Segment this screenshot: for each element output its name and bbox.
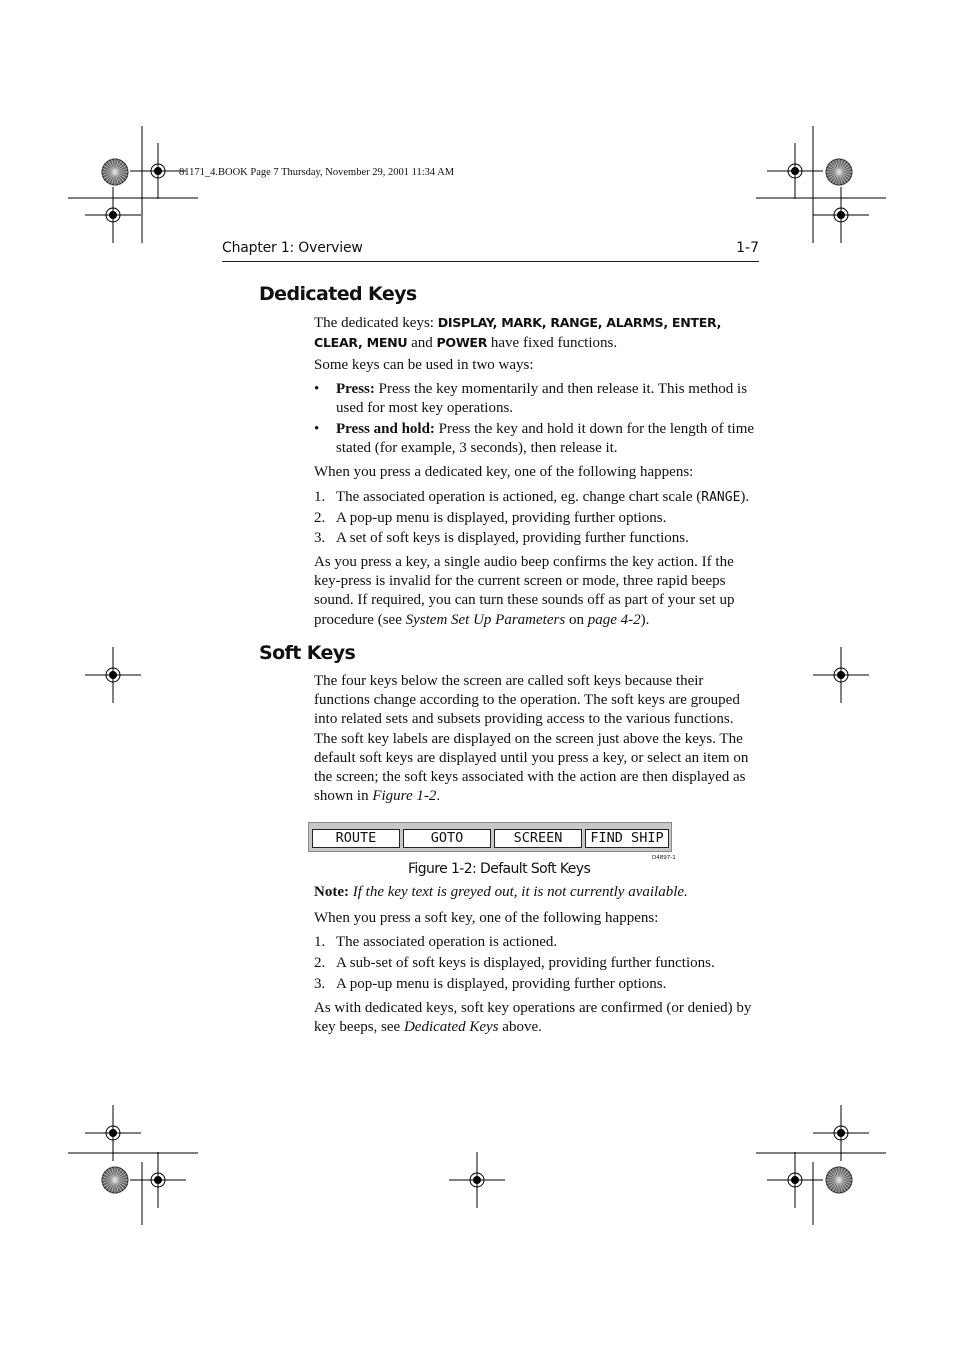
soft-key-route: ROUTE bbox=[312, 829, 400, 848]
step-marker: 1. bbox=[314, 489, 326, 505]
registration-target-dot bbox=[838, 1130, 845, 1137]
step-marker: 2. bbox=[314, 955, 326, 971]
bullet-text: Press the key momentarily and then release it. This method is used for most key operations. bbox=[336, 381, 748, 417]
chapter-title: Chapter 1: Overview bbox=[222, 240, 363, 256]
soft-desc-text: The four keys below the screen are called soft keys because their functions change according to the operation. The soft keys are grouped into related sets and subsets providing access to the various functions. The soft key labels are displayed on the screen just above the keys. The default soft keys are displayed until you press a key, or select an item on the screen; the soft keys associated with the action are then displayed as shown in bbox=[314, 673, 749, 805]
beep-ref: System Set Up Parameters bbox=[405, 611, 566, 628]
running-head bbox=[222, 239, 759, 262]
step-marker: 2. bbox=[314, 510, 326, 526]
beep-post: ). bbox=[640, 611, 650, 628]
registration-target-dot bbox=[110, 1130, 117, 1137]
closing-text: As with dedicated keys, soft key operations are confirmed (or denied) by key beeps, see bbox=[314, 1000, 752, 1036]
intro-and: and bbox=[407, 335, 437, 352]
beep-text: As you press a key, a single audio beep confirms the key action. If the key-press is invalid for the current screen or mode, three rapid beeps sound. If required, you can turn these sounds off as part of your set up procedure (see bbox=[314, 554, 735, 628]
figure-ref: Figure 1-2 bbox=[372, 788, 437, 805]
step-marker: 1. bbox=[314, 934, 326, 950]
registration-target-dot bbox=[155, 168, 162, 175]
page-number: 1-7 bbox=[736, 240, 759, 256]
closing-ref: Dedicated Keys bbox=[403, 1019, 499, 1036]
dedicated-step-2 bbox=[314, 509, 762, 529]
figure-id: D4897-1 bbox=[652, 855, 676, 861]
soft-key-goto: GOTO bbox=[403, 829, 491, 848]
soft-step-2 bbox=[314, 954, 762, 974]
bullet-press bbox=[314, 380, 762, 420]
step-marker: 3. bbox=[314, 976, 326, 992]
dedicated-intro bbox=[314, 313, 762, 353]
beep-page-ref: page 4-2 bbox=[587, 611, 641, 628]
registration-target-dot bbox=[792, 1177, 799, 1184]
registration-target-dot bbox=[155, 1177, 162, 1184]
step-text: A sub-set of soft keys is displayed, providing further functions. bbox=[336, 955, 715, 971]
soft-when-press: When you press a soft key, one of the following happens: bbox=[314, 910, 659, 926]
figure-caption: Figure 1-2: Default Soft Keys bbox=[408, 861, 591, 877]
step-text: The associated operation is actioned. bbox=[336, 934, 558, 950]
intro-keys-2: CLEAR, MENU bbox=[314, 335, 408, 351]
range-key: RANGE bbox=[701, 490, 741, 505]
soft-desc-post: . bbox=[436, 788, 441, 805]
closing-paragraph bbox=[314, 999, 762, 1037]
step-text: A pop-up menu is displayed, providing further options. bbox=[336, 510, 667, 526]
bullet-text: Press the key and hold it down for the length of time stated (for example, 3 seconds), then release it. bbox=[336, 421, 755, 457]
beep-paragraph bbox=[314, 553, 758, 630]
step-marker: 3. bbox=[314, 530, 326, 546]
intro-text: The dedicated keys: bbox=[314, 315, 438, 331]
soft-keys-heading: Soft Keys bbox=[259, 642, 356, 664]
bullet-press-and-hold bbox=[314, 420, 762, 460]
registration-target-dot bbox=[110, 672, 117, 679]
soft-key-screen: SCREEN bbox=[494, 829, 582, 848]
step-text: A pop-up menu is displayed, providing further options. bbox=[336, 976, 667, 992]
dedicated-step-3 bbox=[314, 529, 762, 549]
closing-post: above. bbox=[498, 1019, 542, 1036]
note-label: Note: bbox=[314, 884, 349, 900]
bullet-marker: • bbox=[314, 381, 320, 397]
registration-target-dot bbox=[474, 1177, 481, 1184]
intro-keys-1: DISPLAY, MARK, RANGE, ALARMS, ENTER, bbox=[437, 315, 722, 330]
soft-keys-description bbox=[314, 672, 758, 806]
step-text: The associated operation is actioned, eg. change chart scale ( bbox=[336, 489, 702, 505]
registration-target-dot bbox=[838, 672, 845, 679]
registration-target-dot bbox=[792, 168, 799, 175]
soft-key-bar bbox=[308, 822, 672, 852]
file-stamp: 81171_4.BOOK Page 7 Thursday, November 29, 2001 11:34 AM bbox=[179, 167, 455, 178]
two-ways-text: Some keys can be used in two ways: bbox=[314, 357, 534, 373]
registration-target-dot bbox=[110, 212, 117, 219]
intro-keys-3: POWER bbox=[436, 335, 488, 351]
bullet-term: Press and hold: bbox=[336, 421, 435, 437]
bullet-term: Press: bbox=[336, 381, 375, 397]
soft-step-1 bbox=[314, 933, 762, 953]
dedicated-when-press: When you press a dedicated key, one of the following happens: bbox=[314, 464, 694, 480]
note-text: If the key text is greyed out, it is not currently available. bbox=[348, 884, 688, 900]
step-text: A set of soft keys is displayed, providing further functions. bbox=[336, 530, 689, 546]
registration-target-dot bbox=[838, 212, 845, 219]
step-text-post: ). bbox=[740, 489, 750, 505]
beep-on: on bbox=[565, 611, 588, 628]
soft-step-3 bbox=[314, 975, 762, 995]
soft-key-find-ship: FIND SHIP bbox=[585, 829, 669, 848]
dedicated-keys-heading: Dedicated Keys bbox=[259, 283, 417, 305]
dedicated-step-1 bbox=[314, 488, 762, 508]
intro-post: have fixed functions. bbox=[487, 335, 618, 352]
bullet-marker: • bbox=[314, 421, 320, 437]
note bbox=[314, 883, 762, 902]
